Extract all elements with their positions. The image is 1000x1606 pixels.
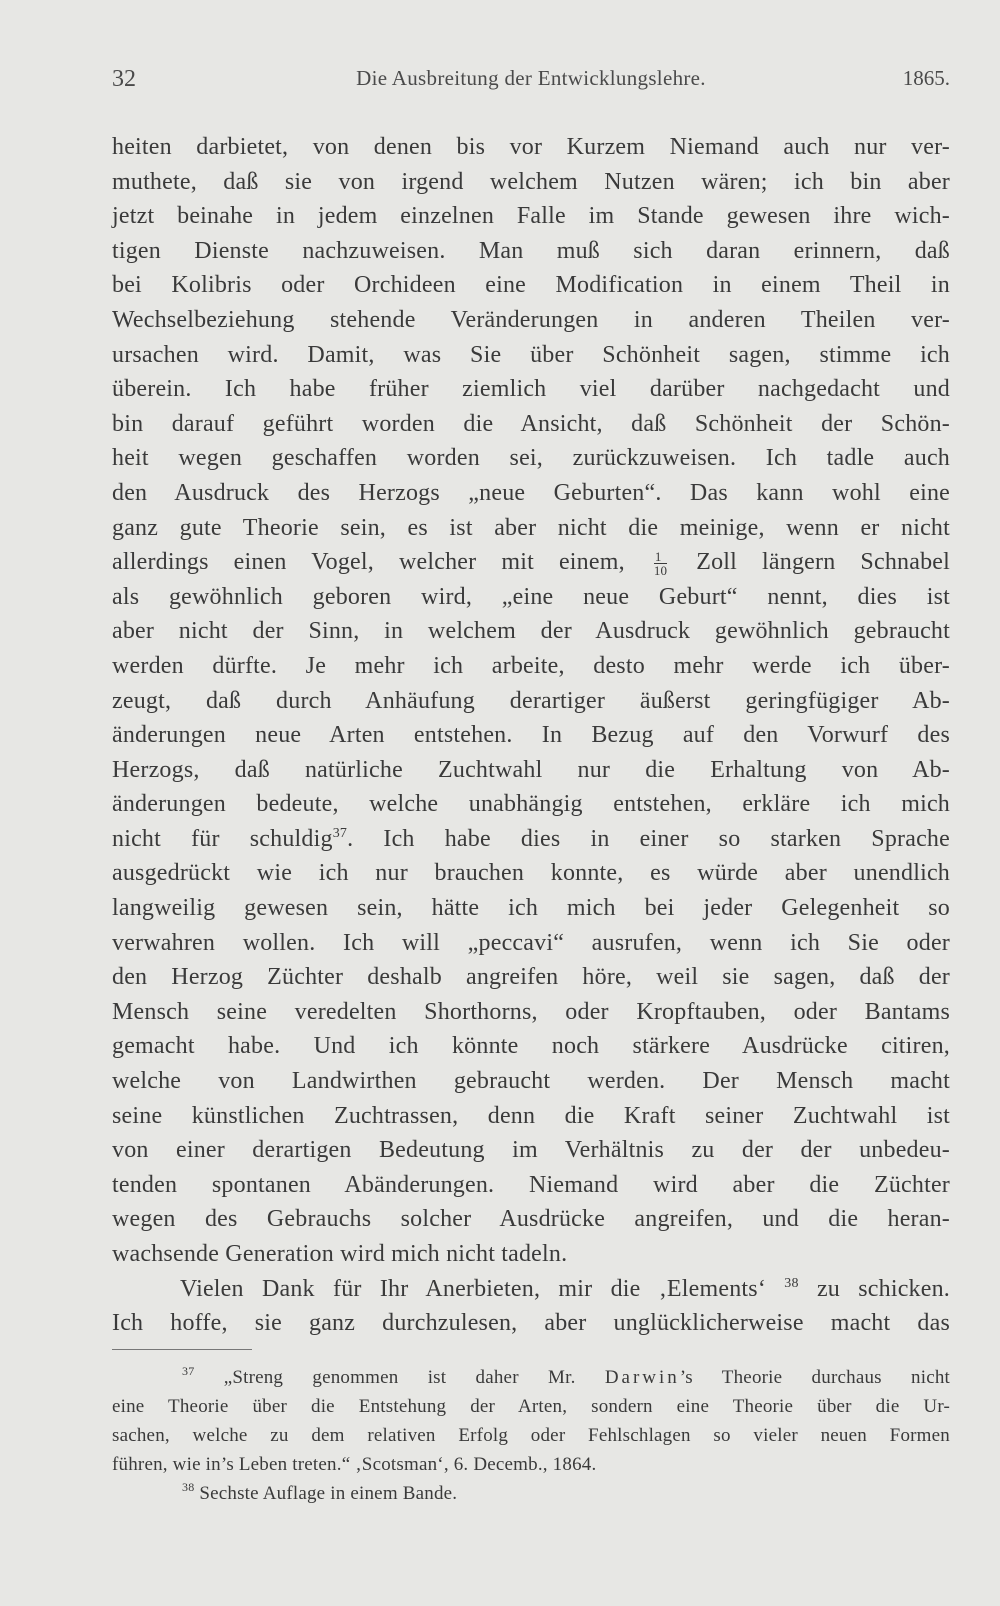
- text-line-with-fraction: [112, 545, 950, 580]
- paragraph-end-line: wachsende Generation wird mich nicht tadeln.: [112, 1241, 568, 1267]
- text-line: ursachen wird. Damit, was Sie über Schönheit sagen, stimme ich: [112, 341, 950, 368]
- main-text: [112, 130, 950, 1341]
- footnote-separator: [112, 1349, 252, 1350]
- text-line: Herzogs, daß natürliche Zuchtwahl nur die Erhaltung von Ab-: [112, 756, 950, 783]
- text-line: aber nicht der Sinn, in welchem der Ausdruck gewöhnlich gebraucht: [112, 618, 950, 645]
- fraction: [654, 550, 667, 577]
- text-segment: nicht für schuldig: [112, 825, 333, 852]
- header-year: 1865.: [902, 66, 950, 90]
- text-line: langweilig gewesen sein, hätte ich mich bei jeder Gelegenheit so: [112, 895, 950, 922]
- footnote-37-line: sachen, welche zu dem relativen Erfolg oder Fehlschlagen so vieler neuen Formen: [112, 1425, 950, 1446]
- text-line-with-footnote-ref: [112, 822, 950, 857]
- footnote-marker: 37: [182, 1364, 195, 1378]
- text-line: änderungen neue Arten entstehen. In Bezug auf den Vorwurf des: [112, 722, 950, 749]
- text-line: überein. Ich habe früher ziemlich viel darüber nachgedacht und: [112, 376, 950, 403]
- text-line: verwahren wollen. Ich will „peccavi“ ausrufen, wenn ich Sie oder: [112, 929, 950, 956]
- running-title: Die Ausbreitung der Entwicklungslehre.: [356, 66, 706, 90]
- text-line: welche von Landwirthen gebraucht werden. Der Mensch macht: [112, 1068, 950, 1095]
- text-line: gemacht habe. Und ich könnte noch stärkere Ausdrücke citiren,: [112, 1033, 950, 1060]
- text-segment: allerdings einen Vogel, welcher mit einem,: [112, 549, 625, 576]
- text-line: seine künstlichen Zuchtrassen, denn die Kraft seiner Zuchtwahl ist: [112, 1102, 950, 1129]
- footnote-37-line: führen, wie in’s Leben treten.“ ‚Scotsman‘, 6. Decemb., 1864.: [112, 1454, 597, 1475]
- text-segment: „Streng genommen ist daher Mr.: [223, 1367, 576, 1388]
- text-line: muthete, daß sie von irgend welchem Nutzen wären; ich bin aber: [112, 168, 950, 195]
- footnote-reference-37[interactable]: 37: [332, 825, 348, 841]
- running-header: [112, 62, 950, 102]
- footnote-reference-38[interactable]: 38: [784, 1275, 799, 1291]
- text-line: von einer derartigen Bedeutung im Verhältnis zu der der unbedeu-: [112, 1137, 950, 1164]
- text-line: tenden spontanen Abänderungen. Niemand wird aber die Züchter: [112, 1171, 950, 1198]
- paragraph-start-line: [112, 1272, 950, 1307]
- text-line: änderungen bedeute, welche unabhängig entstehen, erkläre ich mich: [112, 791, 950, 818]
- text-line: heiten darbietet, von denen bis vor Kurzem Niemand auch nur ver-: [112, 134, 950, 160]
- text-line: Wechselbeziehung stehende Veränderungen in anderen Theilen ver-: [112, 306, 950, 333]
- text-segment: Vielen Dank für Ihr Anerbieten, mir die ‚Elements‘: [180, 1275, 767, 1302]
- footnotes: [112, 1363, 950, 1508]
- text-line: Mensch seine veredelten Shorthorns, oder Kropftauben, oder Bantams: [112, 998, 950, 1025]
- emphasized-name: Darwin: [604, 1367, 680, 1388]
- text-segment: ’s Theorie durchaus nicht: [679, 1367, 951, 1388]
- text-line: bin darauf geführt worden die Ansicht, daß Schönheit der Schön-: [112, 410, 950, 437]
- footnote-marker: 38: [182, 1480, 195, 1494]
- text-line: heit wegen geschaffen worden sei, zurückzuweisen. Ich tadle auch: [112, 445, 950, 472]
- text-segment: zu schicken.: [816, 1275, 950, 1302]
- text-line: jetzt beinahe in jedem einzelnen Falle im Stande gewesen ihre wich-: [112, 203, 950, 230]
- text-line: werden dürfte. Je mehr ich arbeite, desto mehr werde ich über-: [112, 652, 950, 679]
- text-line: den Ausdruck des Herzogs „neue Geburten“. Das kann wohl eine: [112, 479, 950, 506]
- footnote-37-line: eine Theorie über die Entstehung der Arten, sondern eine Theorie über die Ur-: [112, 1396, 950, 1417]
- text-segment: Zoll längern Schnabel: [696, 549, 950, 576]
- text-line: den Herzog Züchter deshalb angreifen höre, weil sie sagen, daß der: [112, 964, 950, 991]
- text-line: ganz gute Theorie sein, es ist aber nicht die meinige, wenn er nicht: [112, 514, 950, 541]
- page-number: 32: [112, 66, 136, 92]
- text-line: als gewöhnlich geboren wird, „eine neue Geburt“ nennt, dies ist: [112, 583, 950, 610]
- fraction-numerator: 1: [654, 550, 667, 564]
- text-line: zeugt, daß durch Anhäufung derartiger äußerst geringfügiger Ab-: [112, 687, 950, 714]
- text-segment: Sechste Auflage in einem Bande.: [199, 1483, 458, 1504]
- text-line: wegen des Gebrauchs solcher Ausdrücke angreifen, und die heran-: [112, 1206, 950, 1233]
- text-segment: . Ich habe dies in einer so starken Sprache: [347, 825, 950, 852]
- text-line: Ich hoffe, sie ganz durchzulesen, aber unglücklicherweise macht das: [112, 1310, 950, 1337]
- footnote-38-line: [112, 1479, 950, 1508]
- text-line: tigen Dienste nachzuweisen. Man muß sich daran erinnern, daß: [112, 237, 950, 264]
- text-line: ausgedrückt wie ich nur brauchen konnte, es würde aber unendlich: [112, 860, 950, 887]
- fraction-denominator: 10: [653, 563, 668, 579]
- footnote-37-line: [112, 1363, 950, 1392]
- text-line: bei Kolibris oder Orchideen eine Modification in einem Theil in: [112, 272, 950, 299]
